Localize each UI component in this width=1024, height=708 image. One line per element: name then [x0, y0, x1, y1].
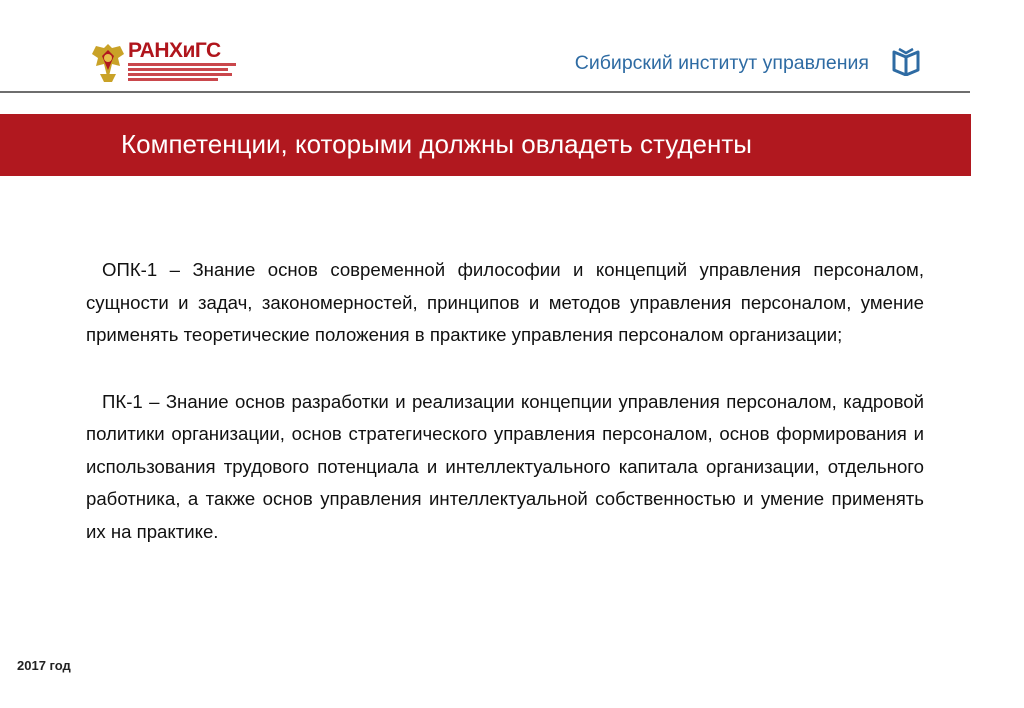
competency-opk1: ОПК-1 – Знание основ современной философии и концепций управления персоналом, сущности и задач, закономерностей, принципов и методов управления персоналом, умение применять теоретические положения в практике управления персоналом организации; — [86, 259, 924, 345]
logo-subtitle-lines — [128, 63, 238, 83]
competency-pk1: ПК-1 – Знание основ разработки и реализации концепции управления персоналом, кадровой политики организации, основ стратегического управления персоналом, основ формирования и использования трудового потенциала и интеллектуального капитала организации, отдельного работника, а также основ управления интеллектуальной собственностью и умение применять их на практике. — [86, 390, 924, 542]
header-divider — [0, 91, 970, 93]
open-book-icon — [891, 46, 921, 76]
footer-year: 2017 год — [17, 658, 71, 673]
logo-title: РАНХиГС — [128, 39, 221, 62]
institute-name: Сибирский институт управления — [574, 52, 869, 74]
content-body — [86, 254, 924, 582]
coat-of-arms-icon — [90, 40, 126, 84]
ranepa-logo — [90, 36, 240, 86]
slide-title: Компетенции, которыми должны овладеть студенты — [121, 129, 752, 159]
